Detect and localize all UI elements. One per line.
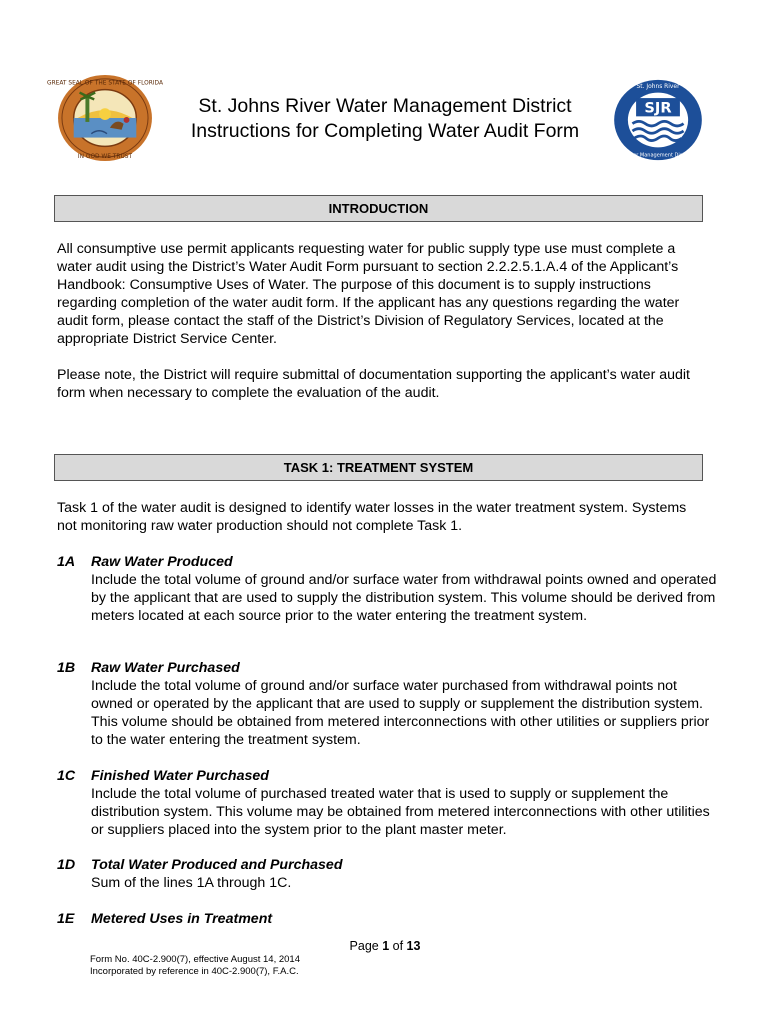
svg-text:GREAT SEAL OF THE STATE OF FLO: GREAT SEAL OF THE STATE OF FLORIDA [47, 80, 163, 87]
svg-text:IN GOD WE TRUST: IN GOD WE TRUST [77, 154, 133, 161]
page-total: 13 [406, 939, 421, 953]
intro-paragraph-1: All consumptive use permit applicants requesting water for public supply type use must complete a water audit using the District’s Water Audit Form pursuant to section 2.2.2.5.1.A.4 of the Applicant’s Handbook: Consumptive Uses of Water. The purpose of this document is to supply instructions regarding completion of the water audit form. If the applicant has any questions regarding the water audit form, please contact the staff of the District’s Division of Regulatory Services, located at the appropriate District Service Center. [57, 241, 680, 347]
page-current: 1 [382, 939, 390, 953]
introduction-heading: INTRODUCTION [54, 195, 703, 222]
item-title: Raw Water Purchased [91, 660, 240, 676]
item-body: Include the total volume of ground and/or surface water purchased from withdrawal points not owned or operated by the applicant that are used to supply or supplement the distribution system. This volume should be obtained from metered interconnections with other utilities or suppliers prior to the water entering the treatment system. [91, 678, 710, 748]
item-1c [57, 767, 717, 839]
item-code: 1E [57, 911, 75, 927]
page-of: of [389, 939, 407, 953]
form-footnote [90, 954, 300, 978]
item-1e [57, 910, 717, 928]
item-title: Metered Uses in Treatment [91, 911, 273, 927]
form-reference: Incorporated by reference in 40C-2.900(7), F.A.C. [90, 966, 299, 977]
sjr-district-logo-icon [612, 78, 704, 162]
item-code: 1C [57, 768, 76, 784]
task1-paragraph: Task 1 of the water audit is designed to identify water losses in the water treatment system. Systems not monitoring raw water production should not complete Task 1. [57, 500, 687, 534]
title-line-2: Instructions for Completing Water Audit Form [190, 120, 580, 142]
item-1a [57, 553, 717, 625]
item-title: Raw Water Produced [91, 554, 233, 570]
document-title [180, 94, 590, 144]
svg-text:St. Johns River: St. Johns River [636, 83, 680, 91]
item-1b [57, 659, 717, 749]
page-prefix: Page [349, 939, 383, 953]
page-number [0, 939, 770, 953]
item-title: Total Water Produced and Purchased [91, 857, 343, 873]
title-line-1: St. Johns River Water Management District [198, 95, 572, 117]
intro-paragraph-2: Please note, the District will require submittal of documentation supporting the applicant’s water audit form when necessary to complete the evaluation of the audit. [57, 367, 690, 401]
item-code: 1A [57, 554, 76, 570]
page-header [0, 0, 770, 180]
svg-text:SJR: SJR [644, 99, 672, 117]
item-code: 1D [57, 857, 76, 873]
item-body: Sum of the lines 1A through 1C. [91, 875, 292, 891]
florida-state-seal-icon [47, 73, 163, 163]
task1-heading: TASK 1: TREATMENT SYSTEM [54, 454, 703, 481]
item-title: Finished Water Purchased [91, 768, 269, 784]
item-body: Include the total volume of ground and/or surface water from withdrawal points owned and operated by the applicant that are used to supply the distribution system. This volume should be derived from meters located at each source prior to the water entering the treatment system. [91, 572, 717, 624]
item-1d [57, 856, 717, 892]
item-code: 1B [57, 660, 76, 676]
item-body: Include the total volume of purchased treated water that is used to supply or supplement the distribution system. This volume may be obtained from metered interconnections with other utilities or suppliers placed into the system prior to the plant master meter. [91, 786, 710, 838]
form-number: Form No. 40C-2.900(7), effective August 14, 2014 [90, 954, 300, 965]
svg-text:Water Management District: Water Management District [623, 152, 693, 159]
